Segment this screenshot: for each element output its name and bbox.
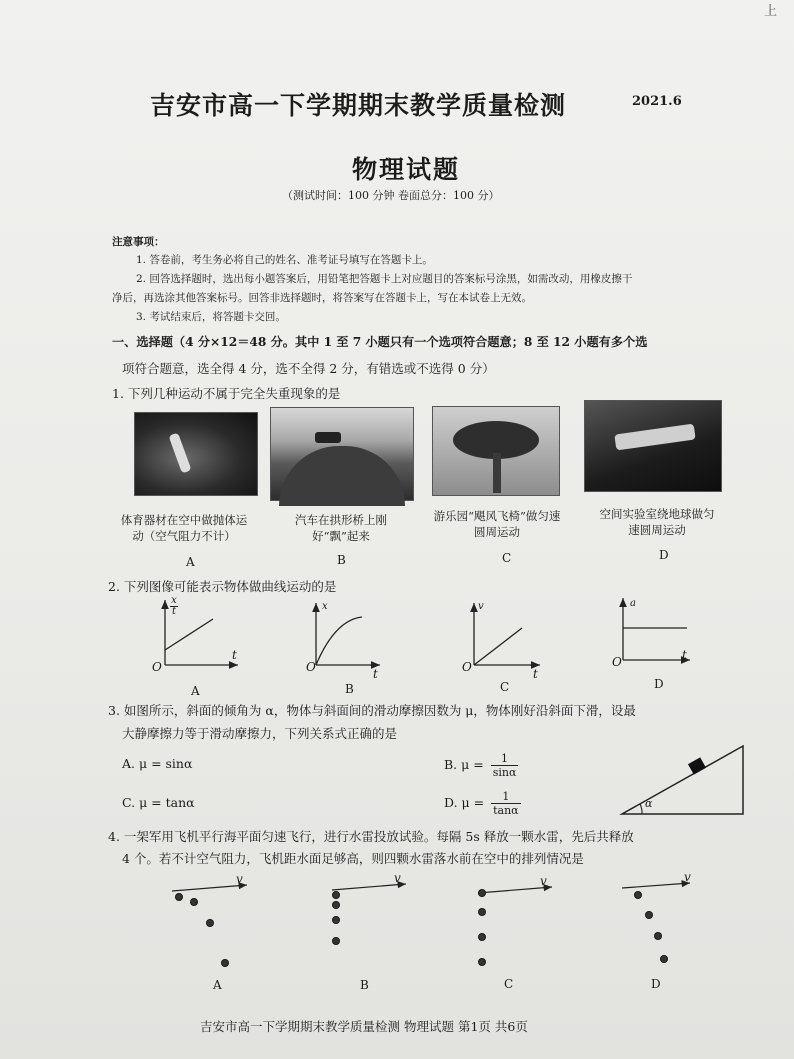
q4-letter-b: B (360, 978, 369, 992)
incline-triangle (622, 746, 743, 814)
block (688, 757, 706, 774)
q4-b-mine (332, 937, 339, 944)
q4-c-mine (478, 889, 485, 896)
q4-a-mine (175, 893, 182, 900)
q4-b-v-label: v (394, 871, 401, 885)
q3-option-b: B. μ = $\frac{1}{\sin\alpha}$ (444, 752, 517, 779)
q4-stem: 4. 一架军用飞机平行海平面匀速飞行，进行水雷投放试验。每隔 5s 释放一颗水雷，先后共释放 (108, 829, 634, 844)
q4-c-v-label: v (540, 874, 547, 888)
q4-stem-cont: 4 个。若不计空气阻力，飞机距水面足够高，则四颗水雷落水前在空中的排列情况是 (122, 851, 584, 866)
graph-c-line (474, 628, 522, 665)
notice-heading: 注意事项： (112, 236, 165, 248)
q4-c-mine (478, 908, 485, 915)
graph-c-xlabel: t (533, 667, 538, 681)
q4-a-mine (206, 919, 213, 926)
q1-letter-b: B (337, 553, 346, 567)
q4-d-mine (654, 932, 661, 939)
page-footer: 吉安市高一下学期期末教学质量检测 物理试题 第1页 共6页 (200, 1019, 528, 1034)
q4-d-mine (634, 891, 641, 898)
graph-b-curve (316, 617, 362, 665)
notice-item-3: 3. 考试结束后，将答题卡交回。 (136, 311, 286, 323)
subject-title: 物理试题 (352, 155, 461, 184)
q1-letter-a: A (186, 555, 195, 569)
section-heading: 一、选择题（4 分×12＝48 分。其中 1 至 7 小题只有一个选项符合题意；8 至 12 小题有多个选 (112, 335, 648, 349)
q4-a-mine (190, 898, 197, 905)
graph-a-line (165, 619, 213, 650)
q4-b-mine (332, 891, 339, 898)
q3-stem: 3. 如图所示，斜面的倾角为 α，物体与斜面间的滑动摩擦因数为 μ，物体刚好沿斜面下滑，设最 (108, 703, 636, 718)
q3-option-d: D. μ = $\frac{1}{\tan\alpha}$ (444, 790, 519, 817)
notice-item-1: 1. 答卷前，考生务必将自己的姓名、准考证号填写在答题卡上。 (136, 254, 433, 266)
q1-stem: 1. 下列几种运动不属于完全失重现象的是 (112, 386, 341, 401)
q4-c-mine (478, 933, 485, 940)
q4-d-mine (645, 911, 652, 918)
q4-letter-d: D (651, 977, 661, 991)
exam-title: 吉安市高一下学期期末教学质量检测 (150, 91, 567, 120)
q4-d-mine (660, 955, 667, 962)
corner-mark: 上 (764, 4, 778, 19)
q4-a-v-label: v (236, 872, 243, 886)
q1-letter-d: D (659, 548, 669, 562)
graph-b-xlabel: t (373, 667, 378, 681)
angle-arc (640, 804, 642, 814)
graph-a-xlabel: t (232, 648, 237, 662)
q1-caption-b: 汽车在拱形桥上刚好“飘”起来 (295, 513, 387, 543)
graph-d-xlabel: t (682, 648, 687, 662)
graph-b-letter: B (345, 682, 354, 696)
q4-b-mine (332, 901, 339, 908)
notice-item-2: 2. 回答选择题时，选出每小题答案后，用铅笔把答题卡上对应题目的答案标号涂黑，如需改动，用橡皮擦干 (136, 273, 633, 285)
incline-diagram (622, 746, 743, 814)
q3-option-a: A. μ = sinα (122, 756, 193, 771)
q2-stem: 2. 下列图像可能表示物体做曲线运动的是 (108, 579, 337, 594)
graph-d-origin: O (612, 655, 622, 669)
graph-d-letter: D (654, 677, 664, 691)
q1-letter-c: C (502, 551, 512, 565)
q1-caption-c: 游乐园“飓风飞椅”做匀速圆周运动 (433, 509, 561, 539)
incline-angle-label: α (645, 797, 653, 810)
graph-c-letter: C (500, 680, 510, 694)
graph-d-ylabel: a (630, 598, 636, 609)
graph-c-origin: O (462, 660, 472, 674)
graph-a-origin: O (152, 660, 162, 674)
q4-d-velocity-arrow (622, 883, 690, 888)
q1-caption-d: 空间实验室绕地球做匀速圆周运动 (599, 507, 715, 537)
q3-option-c: C. μ = tanα (122, 795, 195, 810)
graph-b-ylabel: x (322, 601, 328, 612)
exam-meta: （测试时间：100 分钟 卷面总分：100 分） (282, 189, 500, 202)
q4-letter-a: A (213, 978, 222, 992)
graph-a-ylabel: x t (171, 595, 177, 617)
graph-c-ylabel: v (478, 601, 484, 612)
graph-b-origin: O (306, 660, 316, 674)
graph-a-letter: A (191, 684, 200, 698)
q1-caption-a: 体育器材在空中做抛体运动（空气阻力不计） (120, 513, 248, 543)
q4-d-v-label: v (684, 870, 691, 884)
q3-stem-cont: 大静摩擦力等于滑动摩擦力，下列关系式正确的是 (122, 726, 398, 741)
section-heading-cont: 项符合题意，选全得 4 分，选不全得 2 分，有错选或不选得 0 分） (122, 361, 495, 376)
q4-a-mine (221, 959, 228, 966)
q4-c-mine (478, 958, 485, 965)
q4-letter-c: C (504, 977, 514, 991)
q4-b-mine (332, 916, 339, 923)
notice-item-2-cont: 净后，再选涂其他答案标号。回答非选择题时，将答案写在答题卡上，写在本试卷上无效。 (112, 292, 532, 304)
exam-date: 2021.6 (632, 94, 682, 109)
